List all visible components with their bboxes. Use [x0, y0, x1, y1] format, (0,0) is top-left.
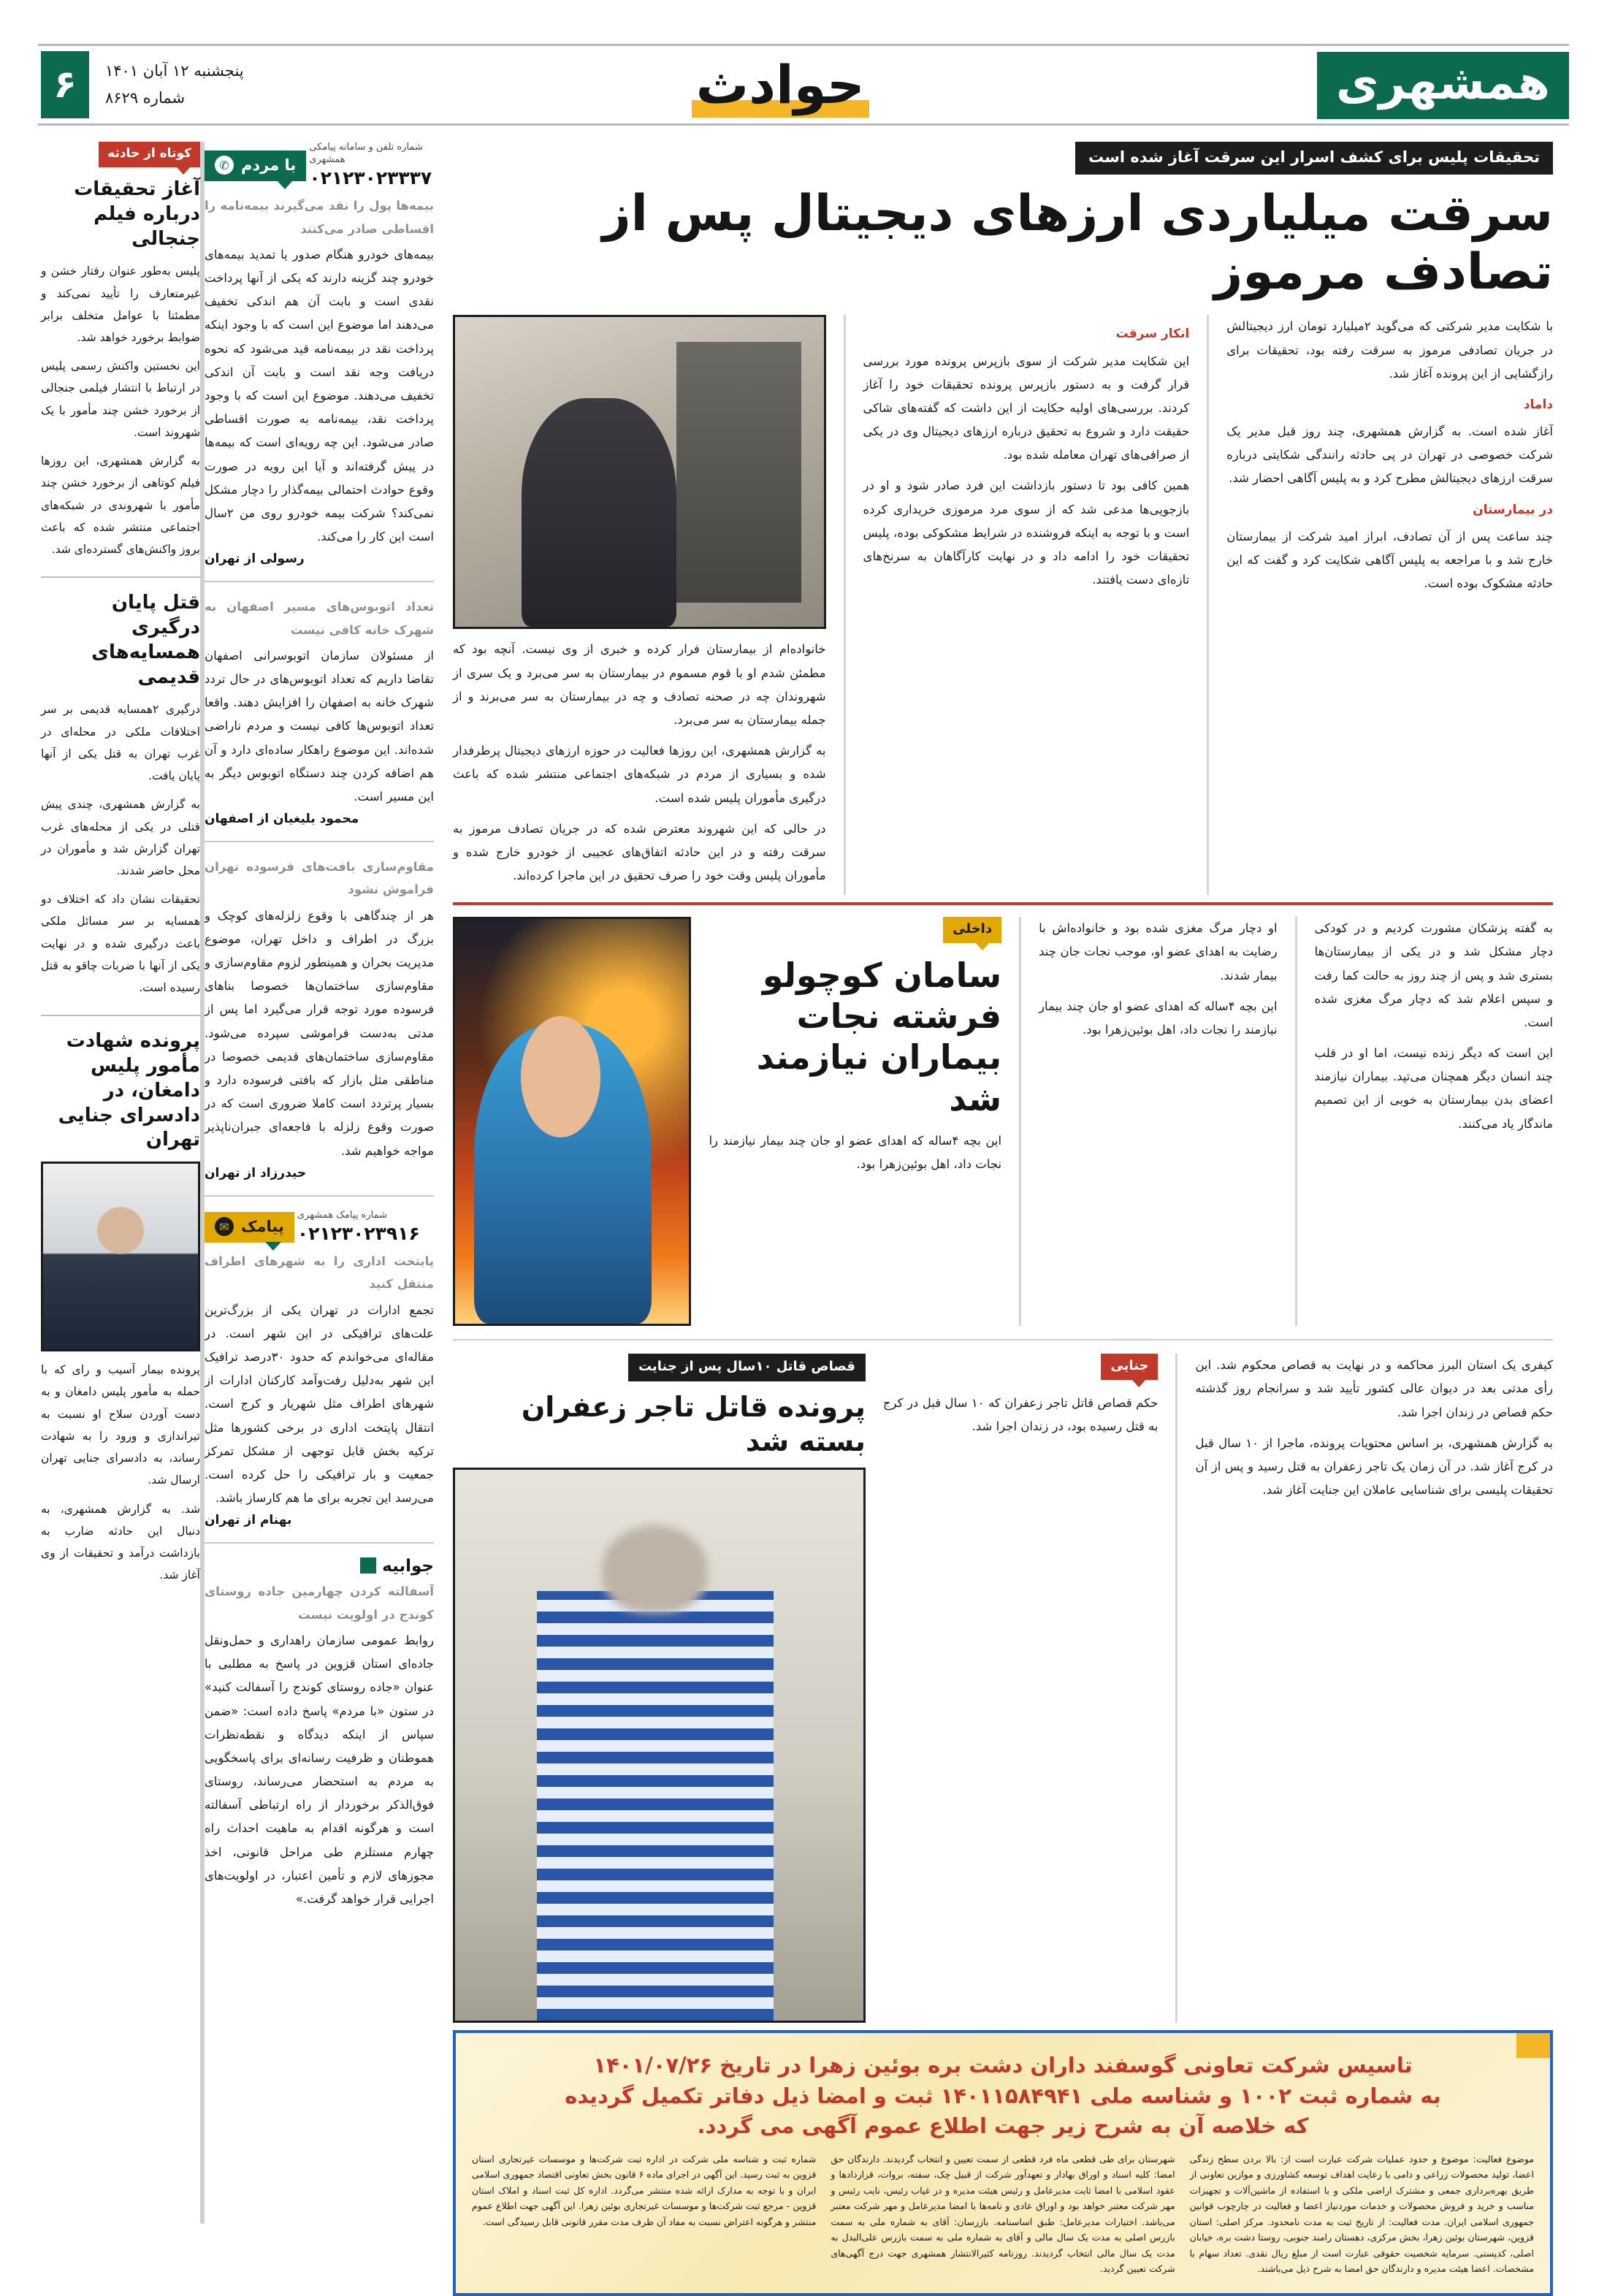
- brief-1-headline: آغاز تحقیقات درباره فیلم جنجالی: [74, 178, 200, 250]
- lead-sublabel-2: در بیمارستان: [1473, 502, 1553, 517]
- ad-body-col-2: شهرستان برای طی قطعی ماه فرد قطعی از سمت تعیین و انتخاب گردیدند. دارندگان حق امضا: کلیه اسناد و اوراق بهادار و تعهدآور شرکت از قبیل چک، سفته، بروات، قراردادها و عقود اسلامی با امضا ثابت مدیرعامل و رئیس هیئت مدیره و در غیاب رئیس، نایب رئیس و مهر شرکت معتبر خواهد بود و اوراق عادی و نامه‌ها با امضا مدیرعامل و مهر شرکت معتبر می‌باشد. اختیارات مدیرعامل: طبق اساسنامه. بازرسان: آقای به شماره ملی به سمت بازرس اصلی به مدت یک سال مالی و آقای به شماره ملی به سمت بازرس علی‌البدل به مدت یک سال مالی انتخاب گردیدند. روزنامه کثیرالانتشار همشهری جهت درج آگهی‌های شرکت تعیین گردید.: [831, 2153, 1175, 2275]
- letter-3-signature: حیدرزاد از تهران: [205, 1165, 307, 1181]
- envelope-icon: ✉: [215, 1217, 234, 1236]
- divider: [205, 1195, 434, 1197]
- section-title-block: [667, 46, 894, 123]
- tag-with-people[interactable]: [205, 150, 306, 181]
- people-phone-number[interactable]: ۰۲۱۲۳۰۲۳۳۳۷: [309, 167, 432, 188]
- brief-3-p1: پرونده بیمار آسیب و رای که با حمله به مأمور پلیس دامغان و به دست آوردن سلاح او نسبت به تیراندازی و ورود را به شهادت رساند، به دادسرای جنایی تهران ارسال شد.: [41, 1363, 200, 1487]
- lead-p-f: خانواده‌ام از بیمارستان فرار کرده و خبری از وی نیست. آنچه بود که مطمئن شدم او با قوم مسموم در بیمارستان به سر می‌برد و یک سری از شهروندان چه در صحنه تصادف و چه در بیمارستان به سر می‌برند و از جمله بیمارستان به سر می‌برد.: [452, 642, 826, 727]
- letter-1-body: بیمه‌های خودرو هنگام صدور یا تمدید بیمه‌های خودرو چند گزینه دارند که یکی از آنها پرداخت نقدی است و بابت آن هم اندکی تخفیف می‌دهند اما موضوع این است که با وجود اینکه پرداخت نقد در بیمه‌نامه قید می‌شود که نحوه دریافت وجه نقد است و بابت آن اندکی تخفیف می‌دهند. موضوع این است که با وجود پرداخت نقد، بیمه‌نامه به صورت اقساطی صادر می‌شود. این چه رویه‌ای است که بیمه‌ها در پیش گرفته‌اند و آیا این رویه در صورت وقوع حوادث احتمالی بیمه‌گذار را دچار مشکل نمی‌کند؟ شرکت بیمه خودرو روی من ۲سال است این کار را می‌کند.: [205, 247, 434, 544]
- ad-body-col-1: موضوع فعالیت: موضوع و حدود عملیات شرکت عبارت است از: بالا بردن سطح زندگی اعضا، تولید محصولات زراعی و دامی با رعایت اهداف توسعه کشاورزی و موازین تعاونی از طریق بهره‌برداری جمعی و مشترک اراضی ملکی و با استفاده از ماشین‌آلات و تجهیزات مناسب و خرید و فروش محصولات و خدمات موردنیاز اعضا و فعالیت در چارچوب قوانین جمهوری اسلامی ایران. مدت فعالیت: از تاریخ ثبت به مدت نامحدود. مرکز اصلی: استان قزوین، شهرستان بوئین زهرا، بخش مرکزی، دهستان رامند جنوبی، روستا دشت بره، خیابان اصلی، کدپستی. سرمایه شخصیت حقوقی عبارت است از مبلغ ریال نقدی. تعداد سهام با مشخصات. اعضا هیئت مدیره و دارندگان حق امضا به شرح ذیل می‌باشند.: [1189, 2153, 1534, 2275]
- brief-1-body: [41, 260, 200, 560]
- sms-phone-note: [294, 1210, 434, 1246]
- reply-lead: آسفالته کردن چهارمین جاده روستای کوندج در اولویت نیست: [205, 1584, 434, 1622]
- lead-p-h: در حالی که این شهروند معترض شده که در جریان تصادف مرموز به سرقت رفته و در این حادثه اتفاق‌های عجیبی از خودرو خارج شده و مأموران پلیس وقت خود را صرف تحقیق در این ماجرا کرده‌اند.: [452, 821, 826, 883]
- ad-title-line-3: که خلاصه آن به شرح زیر جهت اطلاع عموم آگهی می گردد.: [697, 2113, 1309, 2138]
- briefs-column: [38, 142, 200, 2224]
- saman-headline: سامان کوچولو فرشته نجات بیماران نیازمند شد: [756, 956, 1002, 1118]
- issue-number: شماره ۸۶۲۹: [105, 89, 186, 107]
- sms-note-label: شماره پیامک همشهری: [297, 1209, 387, 1221]
- zaferan-headline: پرونده قاتل تاجر زعفران بسته شد: [521, 1391, 866, 1458]
- reader-letter-1: [205, 194, 434, 566]
- letter-2-signature: محمود بلیغیان از اصفهان: [205, 812, 359, 827]
- letter-4-lead: پایتخت اداری را به شهرهای اطراف منتقل کنید: [205, 1254, 434, 1292]
- saman-kicker: داخلی: [943, 917, 1001, 943]
- briefs-tag: کوتاه از حادثه: [99, 142, 200, 167]
- lead-col-mid: [863, 322, 1190, 592]
- ad-title-line-1: تاسیس شرکت تعاونی گوسفند داران دشت بره بوئین زهرا در تاریخ ۱۴۰۱/۰۷/۲۶: [593, 2053, 1413, 2078]
- lead-kicker: تحقیقات پلیس برای کشف اسرار این سرقت آغاز شده است: [1075, 142, 1553, 175]
- divider: [41, 576, 200, 578]
- thin-divider: [453, 1339, 1553, 1340]
- people-phone-note: [306, 142, 434, 190]
- letter-3-lead: مقاوم‌سازی بافت‌های فرسوده تهران فراموش نشود: [205, 860, 434, 897]
- saman-p1: این بچه ۴ساله که اهدای عضو او جان چند بیمار نیازمند را نجات داد، اهل بوئین‌زهرا بود.: [709, 1133, 1002, 1171]
- sms-tag-row: [205, 1210, 434, 1246]
- saman-col-2: [1039, 917, 1277, 1042]
- letter-2-lead: تعداد اتوبوس‌های مسیر اصفهان به شهرک خانه کافی نیست: [205, 600, 434, 637]
- brief-1-p2: این نخستین واکنش رسمی پلیس در ارتباط با انتشار فیلمی جنجالی از برخورد خشن چند مأمور با یک شهروند است.: [41, 359, 200, 439]
- lead-p-c: چند ساعت پس از آن تصادف، ابراز امید شرکت از بیمارستان خارج شد و با مراجعه به پلیس آگاهی شکایت کرد و گفت که این حادثه مشکوک بوده است.: [1226, 529, 1553, 591]
- square-marker-icon: [360, 1557, 376, 1574]
- divider: [205, 1542, 434, 1544]
- people-tag-row: [205, 142, 434, 190]
- letter-4-signature: بهنام از تهران: [205, 1513, 292, 1528]
- phone-note-label: شماره تلفن و سامانه پیامکی همشهری: [309, 142, 423, 165]
- letter-1-signature: رسولی از تهران: [205, 552, 305, 567]
- brief-2-p2: به گزارش همشهری، چندی پیش قتلی در یکی از محله‌های غرب تهران گزارش شد و مأموران در محل حاضر شدند.: [41, 798, 200, 877]
- page-number: ۶: [41, 51, 89, 118]
- brief-3-p2: شد. به گزارش همشهری، به دنبال این حادثه ضارب به بازداشت درآمد و تحقیقات از وی آغاز شد.: [41, 1502, 200, 1582]
- section-title: حوادث: [695, 53, 865, 115]
- lead-col-right: [453, 638, 826, 888]
- letter-1-lead: بیمه‌ها پول را نقد می‌گیرند بیمه‌نامه را اقساطی صادر می‌کنند: [205, 199, 434, 236]
- sms-phone-number[interactable]: ۰۲۱۲۳۰۲۳۹۱۶: [297, 1222, 420, 1244]
- brief-1-p3: به گزارش همشهری، این روزها فیلم کوتاهی از برخورد خشن چند مأمور با شهروندی در شبکه‌های اجتماعی منتشر شده که باعث بروز واکنش‌های گسترده‌ای شد.: [41, 454, 200, 557]
- divider: [205, 581, 434, 582]
- saman-p1b: این بچه ۴ساله که اهدای عضو او جان چند بیمار نیازمند را نجات داد، اهل بوئین‌زهرا بود.: [1039, 999, 1278, 1037]
- saman-p2: او دچار مرگ مغزی شده بود و خانواده‌اش با رضایت به اهدای عضو او، موجب نجات جان چند بیمار شدند.: [1039, 921, 1278, 983]
- divider: [41, 1015, 200, 1016]
- damghan-officer-photo: [41, 1162, 200, 1351]
- ad-body-col-3: شماره ثبت و شناسه ملی شرکت در اداره ثبت شرکت‌ها و موسسات غیرتجاری استان قزوین به ثبت رسید. این آگهی در اجرای ماده ۶ قانون بخش تعاونی اقتصاد جمهوری اسلامی ایران و با توجه به مدارک ارائه شده منتشر می‌گردد. اداره کل ثبت اسناد و املاک استان قزوین - مرجع ثبت شرکت‌ها و موسسات غیرتجاری بوئین زهرا. این آگهی جهت اطلاع عموم منتشر و هرگونه اعتراض نسبت به مفاد آن ظرف مدت مقرر قانونی قابل رسیدگی است.: [472, 2153, 817, 2227]
- ad-body: [472, 2151, 1534, 2277]
- brief-2-p1: درگیری ۲همسایه قدیمی بر سر اختلافات ملکی در محله‌ای در غرب تهران به قتل یکی از آنها پایان یافت.: [41, 703, 200, 783]
- divider: [205, 841, 434, 842]
- reader-letter-4: [205, 1250, 434, 1528]
- saman-col-1: [709, 1129, 1001, 1176]
- tag-sms[interactable]: [205, 1212, 294, 1243]
- sms-tag-label: پیامک: [241, 1218, 284, 1236]
- saman-p3: این است که دیگر زنده نیست، اما او در قلب چند انسان دیگر همچنان می‌تپد. بیماران نیازمند اعضای بدن بیمارستان به خوبی از این تصمیم ماندگار یاد می‌کنند.: [1314, 1046, 1553, 1131]
- brief-3-headline: پرونده شهادت مأمور پلیس دامغان، در دادسرای جنایی تهران: [58, 1030, 200, 1151]
- convict-photo: [453, 1468, 866, 2023]
- reply-label: جوابیه: [382, 1557, 434, 1576]
- official-reply: [205, 1557, 434, 1911]
- lead-col-left: [1226, 315, 1553, 595]
- ad-title: [472, 2051, 1534, 2141]
- newspaper-logo[interactable]: همشهری: [1317, 52, 1569, 119]
- saman-col-3: [1315, 917, 1553, 1136]
- reply-body: روابط عمومی سازمان راهداری و حمل‌ونقل جاده‌ای استان قزوین در پاسخ به مطلبی با عنوان «جاده روستای کوندج را آسفالت کنید» در ستون «با مردم» پاسخ داده است: «ضمن سپاس از اینکه دیدگاه و نقطه‌نظرات هموطنان و ظرفیت رسانه‌ای برای پاسخگویی به مردم به استحضار می‌رساند، روستای فوق‌الذکر برخوردار از راه ارتباطی آسفالته است و هرگونه اقدام به ماهیت احداث راه چهارم مستلزم طی مراحل قانونی، اخذ مجوزهای لازم و تأمین اعتبار، در اولویت‌های اجرایی قرار خواهد گرفت.»: [205, 1633, 434, 1906]
- classified-ad-box: [453, 2030, 1553, 2296]
- date-block: [38, 46, 244, 123]
- lead-p-g: به گزارش همشهری، این روزها فعالیت در حوزه ارزهای دیجیتال پرطرفدار شده و بسیاری از مردم در شبکه‌های اجتماعی منتشر شده که باعث درگیری مأموران پلیس شده است.: [452, 744, 826, 805]
- zaferan-p2: به گزارش همشهری، بر اساس محتویات پرونده، ماجرا از ۱۰ سال قبل در کرج آغاز شد. در آن زمان یک تاجر زعفران به قتل رسید و پس از آن تحقیقات پلیسی برای شناسایی عاملان این جنایت آغاز شد.: [1195, 1435, 1553, 1498]
- lead-p-d: این شکایت مدیر شرکت از سوی بازپرس پرونده مورد بررسی قرار گرفت و به دستور بازپرس پرونده تحقیقات خود را آغاز کردند. بررسی‌های اولیه حکایت از این داشت که گفته‌های شاکی حقیقت دارد و شروع به تحقیق درباره ارزهای دیجیتال وی در یکی از صرافی‌های تهران معامله شده بود.: [863, 354, 1190, 462]
- crime-scene-photo: [453, 315, 826, 629]
- letter-4-body: تجمع ادارات در تهران یکی از بزرگ‌ترین علت‌های ترافیکی در این شهر است. در مقاله‌ای می‌خواندم که حدود ۳۰درصد ترافیک این شهر به‌دلیل رفت‌وآمد کارکنان ادارات از شهرهای اطراف مثل شهریار و کرج است. انتقال پایتخت اداری در برخی کشورها مثل ترکیه بخش قابل توجهی از مشکل تمرکز جمعیت و بار ترافیکی را حل کرده است. می‌رسد این تجربه برای ما هم کارساز باشد.: [205, 1303, 434, 1506]
- brief-2-body: [41, 698, 200, 999]
- saman-child-photo: [453, 917, 691, 1326]
- reader-letter-3: [205, 855, 434, 1181]
- ad-corner-accent: [1516, 2033, 1550, 2058]
- tag-label: با مردم: [241, 156, 297, 175]
- brief-3-body: [41, 1359, 200, 1586]
- brief-1-p1: پلیس به‌طور عنوان رفتار خشن و غیرمتعارف را تأیید نمی‌کند و مطمئنا با عوامل متخلف برابر ضوابط برخورد خواهد شد.: [41, 264, 200, 345]
- zaferan-col-2: [1195, 1354, 1553, 1502]
- brief-2-headline: قتل پایان درگیری همسایه‌های قدیمی: [91, 592, 200, 688]
- brief-2-p3: تحقیقات نشان داد که اختلاف دو همسایه بر سر مسائل ملکی باعث درگیری شده و در نهایت یکی از آنها با ضربات چاقو به قتل رسیده است.: [41, 893, 200, 995]
- lead-sublabel-3: انکار سرقت: [1115, 327, 1190, 342]
- speech-bubble-icon: ✆: [215, 156, 234, 175]
- lead-sublabel-1: داماد: [1523, 397, 1553, 412]
- lead-p-e: همین کافی بود تا دستور بازداشت این فرد صادر شود و او در بازجویی‌ها مدعی شد که از سوی مرد مرموزی خریداری کرده است و با توجه به اینکه فروشنده در شرایط مشکوکی بوده، پلیس تحقیقات خود را ادامه داد و در نهایت کارآگاهان به سرنخ‌های تازه‌ای دست یافتند.: [863, 478, 1190, 587]
- letter-3-body: هر از چندگاهی با وقوع زلزله‌های کوچک و بزرگ در اطراف و داخل تهران، موضوع مدیریت بحران و همینطور لزوم مقاوم‌سازی و مقاوم‌سازی ساختمان‌ها خصوصا بناهای فرسوده مورد توجه قرار می‌گیرد اما پس از مدتی به‌دست فراموشی سپرده می‌شود. مقاوم‌سازی ساختمان‌های قدیمی خصوصا در مناطقی مثل بازار که بافتی فرسوده دارد و بسیار پرتردد است کاملا ضروری است که در صورت وقوع زلزله با فاجعه‌ای جبران‌ناپذیر مواجه خواهیم شد.: [205, 908, 434, 1158]
- zaferan-kicker: قصاص قاتل ۱۰سال پس از جنایت: [628, 1354, 866, 1381]
- content-grid: [38, 142, 1569, 2275]
- zaferan-p1: حکم قصاص قاتل تاجر زعفران که ۱۰ سال قبل در کرج به قتل رسیده بود، در زندان اجرا شد.: [882, 1396, 1159, 1434]
- lead-headline: سرقت میلیاردی ارزهای دیجیتال پس از تصادف مرموز: [602, 185, 1553, 302]
- readers-column: [205, 142, 437, 2224]
- saman-p4: به گفته پزشکان مشورت کردیم و در کودکی دچار مشکل شد و در یکی از بیمارستان‌ها بستری شد و پس از چند روز به حالت کما رفت و سپس اعلام شد که دچار مرگ مغزی شده است.: [1314, 921, 1553, 1029]
- zaferan-p3: کیفری یک استان البرز محاکمه و در نهایت به قصاص محکوم شد. این رأی مدتی بعد در دیوان عالی کشور تأیید شد و سرانجام روز گذشته حکم قصاص در زندان اجرا شد.: [1195, 1358, 1553, 1419]
- lead-p-a: با شکایت مدیر شرکتی که می‌گوید ۲میلیارد تومان ارز دیجیتالش در جریان تصادفی مرموز به سرقت رفته بود، تحقیقات برای رازگشایی از این پرونده آغاز شد.: [1226, 319, 1553, 381]
- issue-date: پنجشنبه ۱۲ آبان ۱۴۰۱: [105, 62, 244, 80]
- zaferan-tag: جنایی: [1101, 1354, 1158, 1380]
- red-divider: [453, 902, 1553, 905]
- reply-header: [205, 1557, 434, 1576]
- lead-p-b: آغاز شده است. به گزارش همشهری، چند روز قبل مدیر یک شرکت خصوصی در تهران در پی حادثه رانندگی شکایتی درباره سرقت ارزهای دیجیتالش مطرح کرد و به پلیس آگاهی احضار شد.: [1226, 424, 1553, 486]
- main-column: [437, 142, 1569, 2275]
- letter-2-body: از مسئولان سازمان اتوبوسرانی اصفهان تقاضا داریم که تعداد اتوبوس‌های در حال تردد شهرک خانه به اصفهان را افزایش دهند. واقعا تعداد اتوبوس‌ها کافی نیست و مردم ناراضی شده‌اند. این موضوع راهکار ساده‌ای دارد و آن هم اضافه کردن چند دستگاه اتوبوس دیگر به این مسیر است.: [205, 648, 434, 804]
- reader-letter-2: [205, 595, 434, 826]
- masthead: [38, 44, 1569, 126]
- ad-title-line-2: به شماره ثبت ۱۰۰۲ و شناسه ملی ۱۴۰۱۱۵۸۴۹۴۱ ثبت و امضا ذیل دفاتر تکمیل گردیده: [565, 2083, 1441, 2108]
- zaferan-col-1: [883, 1392, 1159, 1438]
